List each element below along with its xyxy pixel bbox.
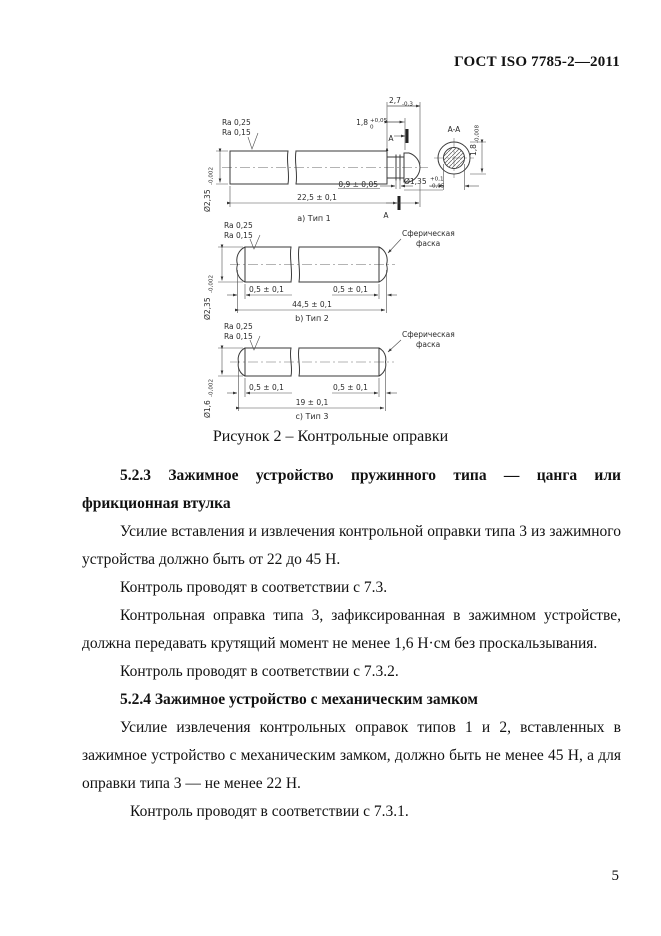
type2-label: b) Тип 2 bbox=[295, 314, 329, 323]
type1-head-dia-tol-dn: 0 bbox=[370, 124, 374, 131]
type2-dia-tol: -0,002 bbox=[208, 274, 215, 293]
paragraph: Контроль проводят в соответствии с 7.3.2. bbox=[120, 663, 399, 680]
document-title: ГОСТ ISO 7785-2—2011 bbox=[454, 54, 620, 70]
type2-chamfer-right-dim: 0,5 ± 0,1 bbox=[333, 285, 368, 294]
type2-ra-bottom-label: Ra 0,15 bbox=[224, 231, 253, 240]
type2-length-dim: 44,5 ± 0,1 bbox=[292, 300, 332, 309]
type3-ra-bottom-label: Ra 0,15 bbox=[224, 332, 253, 341]
section-view-title: A-A bbox=[447, 125, 461, 134]
paragraph: Контроль проводят в соответствии с 7.3. bbox=[120, 579, 388, 596]
paragraph: Усилие извлечения контрольных оправок типов 1 и 2, вставленных в зажимное устройство с механическим замком, должно быть не менее 45 Н, а для оправки типа 3 — не менее 22 Н. bbox=[82, 719, 621, 792]
type1-ra-bottom-label: Ra 0,15 bbox=[222, 128, 251, 137]
section-mark-bottom-label: A bbox=[383, 211, 389, 220]
paragraph: Контроль проводят в соответствии с 7.3.1. bbox=[130, 803, 409, 820]
page-number: 5 bbox=[611, 868, 619, 884]
figure-caption: Рисунок 2 – Контрольные оправки bbox=[212, 428, 449, 445]
heading-5-2-3: 5.2.3 Зажимное устройство пружинного типа — цанга или фрикционная втулка bbox=[82, 467, 621, 512]
paragraph: Контрольная оправка типа 3, зафиксированная в зажимном устройстве, должна передавать крутящий момент не менее 1,6 Н·см без проскальзывания. bbox=[82, 607, 621, 652]
type2-chamfer-callout-line2: фаска bbox=[416, 239, 441, 248]
type1-dia-dim: Ø2,35 bbox=[203, 189, 212, 212]
heading-5-2-4: 5.2.4 Зажимное устройство с механическим замком bbox=[120, 691, 478, 708]
figure-2-technical-drawing bbox=[192, 92, 512, 424]
type3-chamfer-callout-line1: Сферическая bbox=[402, 330, 455, 339]
type2-chamfer-left-dim: 0,5 ± 0,1 bbox=[249, 285, 284, 294]
type1-head-dia-dim: 1,8 bbox=[356, 118, 368, 127]
body-text bbox=[82, 462, 621, 826]
type2-mandrel-drawing bbox=[203, 221, 455, 323]
type3-length-dim: 19 ± 0,1 bbox=[295, 398, 329, 407]
section-dia-tol-dn: -0,05 bbox=[430, 183, 445, 190]
type1-head-dia-tol-up: +0,05 bbox=[370, 118, 388, 124]
type3-dia-tol: -0,002 bbox=[208, 378, 215, 397]
type1-length-dim: 22,5 ± 0,1 bbox=[297, 193, 337, 202]
type1-mandrel-drawing bbox=[203, 96, 428, 223]
type1-head-length-dim: 2,7 bbox=[389, 96, 401, 105]
type3-mandrel-drawing bbox=[203, 322, 455, 421]
type2-ra-top-label: Ra 0,25 bbox=[224, 221, 253, 230]
type2-dia-dim: Ø2,35 bbox=[203, 297, 212, 320]
type1-head-length-tol: -0,3 bbox=[402, 101, 413, 108]
type3-chamfer-left-dim: 0,5 ± 0,1 bbox=[249, 383, 284, 392]
type3-dia-dim: Ø1,6 bbox=[203, 400, 212, 418]
type1-label: a) Тип 1 bbox=[297, 214, 331, 223]
paragraph: Усилие вставления и извлечения контрольной оправки типа 3 из зажимного устройства должно быть от 22 до 45 Н. bbox=[82, 523, 621, 568]
type1-dia-tol: -0,002 bbox=[208, 166, 215, 185]
type2-chamfer-callout-line1: Сферическая bbox=[402, 229, 455, 238]
section-dia-tol-up: +0,1 bbox=[430, 176, 444, 183]
section-dia-dim: Ø1,35 bbox=[404, 177, 427, 186]
type3-chamfer-right-dim: 0,5 ± 0,1 bbox=[333, 383, 368, 392]
section-height-dim: 1,8 bbox=[469, 144, 478, 156]
type1-groove-dim: 0,9 ± 0,05 bbox=[338, 180, 378, 189]
type3-chamfer-callout-line2: фаска bbox=[416, 340, 441, 349]
type1-ra-top-label: Ra 0,25 bbox=[222, 118, 251, 127]
section-mark-top-label: A bbox=[388, 134, 394, 143]
type3-ra-top-label: Ra 0,25 bbox=[224, 322, 253, 331]
section-height-tol: -0,008 bbox=[474, 124, 481, 143]
type3-label: c) Тип 3 bbox=[295, 412, 329, 421]
